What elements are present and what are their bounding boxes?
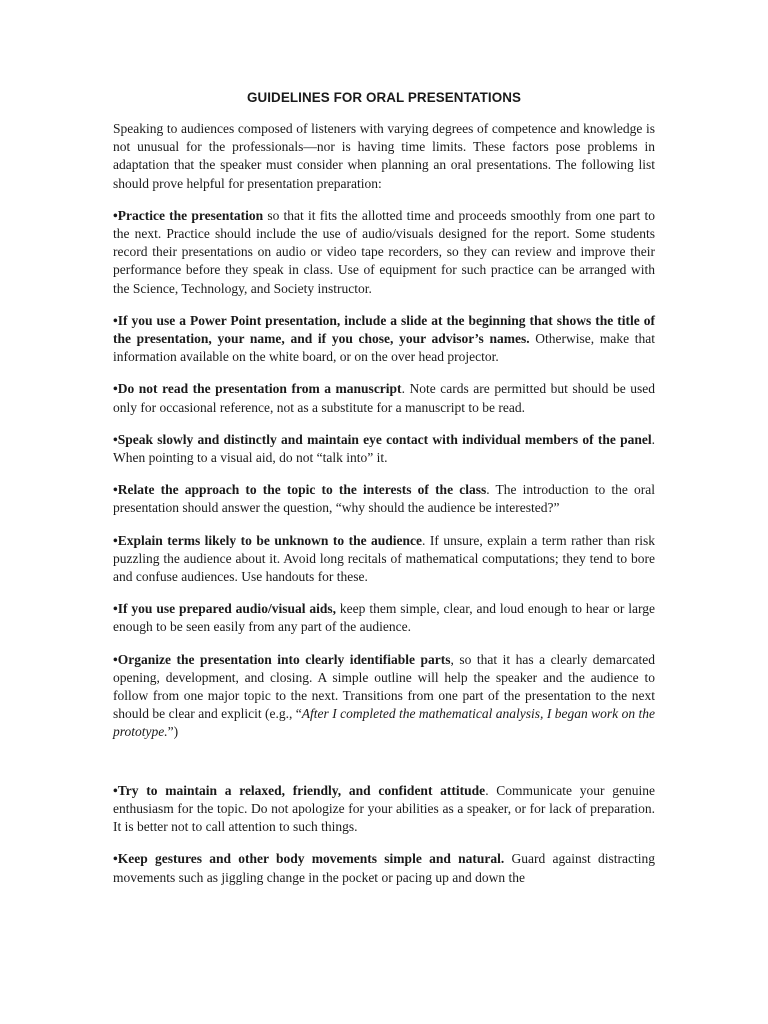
- guideline-italic-example: After I completed the mathematical analysis, I began work on the prototype.: [113, 706, 655, 740]
- guideline-lead: •Practice the presentation: [113, 207, 264, 223]
- guideline-text: . Note cards are permitted but should be used only for occasional reference, not as a substitute for a manuscript to be read.: [113, 381, 656, 415]
- guideline-text: . If unsure, explain a term rather than risk puzzling the audience about it. Avoid long recitals of mathematical computations; they tend to bore and confuse audiences. Use handouts for these.: [113, 532, 655, 585]
- guideline-text: keep them simple, clear, and loud enough to hear or large enough to be seen easily from any part of the audience.: [113, 601, 655, 635]
- guideline-lead: •Relate the approach to the topic to the interests of the class: [113, 482, 487, 498]
- guideline-gestures: [113, 850, 655, 886]
- guideline-audio-visual: [113, 600, 655, 636]
- guideline-explain-terms: [113, 532, 655, 587]
- guideline-lead: •Try to maintain a relaxed, friendly, and confident attitude: [113, 782, 486, 798]
- guideline-text: . When pointing to a visual aid, do not “talk into” it.: [113, 431, 655, 466]
- guideline-lead: •Speak slowly and distinctly and maintain eye contact with individual members of the panel: [113, 431, 652, 447]
- guideline-text: so that it fits the allotted time and proceeds smoothly from one part to the next. Practice should include the use of audio/visuals designed for the report. Some students record their presentations on audio or video tape recorders, so they can review and improve their performance before they speak in class. Use of equipment for such practice can be arranged with the Science, Technology, and Society instructor.: [113, 207, 655, 296]
- document-title: GUIDELINES FOR ORAL PRESENTATIONS: [246, 90, 522, 105]
- guideline-tail: ”): [167, 724, 179, 740]
- guideline-lead: •Explain terms likely to be unknown to the audience: [113, 532, 423, 548]
- document-page: [113, 90, 655, 901]
- intro-paragraph: Speaking to audiences composed of listeners with varying degrees of competence and knowledge is not unusual for the professionals—nor is having time limits. These factors pose problems in adaptation that the speaker must consider when planning an oral presentations. The following list should prove helpful for presentation preparation:: [113, 121, 655, 191]
- guideline-lead: •Keep gestures and other body movements simple and natural.: [113, 851, 505, 867]
- guideline-text: . The introduction to the oral presentation should answer the question, “why should the audience be interested?”: [113, 482, 655, 516]
- guideline-speak-slowly: [113, 431, 655, 467]
- guideline-attitude: [113, 782, 655, 837]
- guideline-text: Otherwise, make that information available on the white board, or on the over head projector.: [113, 331, 655, 365]
- guideline-practice: [113, 207, 655, 298]
- guideline-text: Guard against distracting movements such as jiggling change in the pocket or pacing up and down the: [113, 851, 655, 885]
- guideline-text: . Communicate your genuine enthusiasm for the topic. Do not apologize for your abilities as a speaker, or for lack of preparation. It is better not to call attention to such things.: [113, 782, 656, 835]
- guideline-manuscript: [113, 380, 655, 416]
- guideline-power-point: [113, 312, 655, 367]
- guideline-lead: •If you use a Power Point presentation, include a slide at the beginning that shows the title of the presentation, your name, and if you chose, your advisor’s names.: [113, 312, 655, 347]
- guideline-lead: •If you use prepared audio/visual aids,: [113, 601, 337, 617]
- guideline-lead: •Organize the presentation into clearly identifiable parts: [113, 651, 451, 667]
- guideline-relate-approach: [113, 481, 655, 517]
- guideline-organize: [113, 651, 655, 742]
- guideline-lead: •Do not read the presentation from a manuscript: [113, 381, 402, 397]
- guideline-text: , so that it has a clearly demarcated opening, development, and closing. A simple outline will help the speaker and the audience to follow from one major topic to the next. Transitions from one part of the presentation to the next should be clear and explicit (e.g., “: [113, 651, 655, 722]
